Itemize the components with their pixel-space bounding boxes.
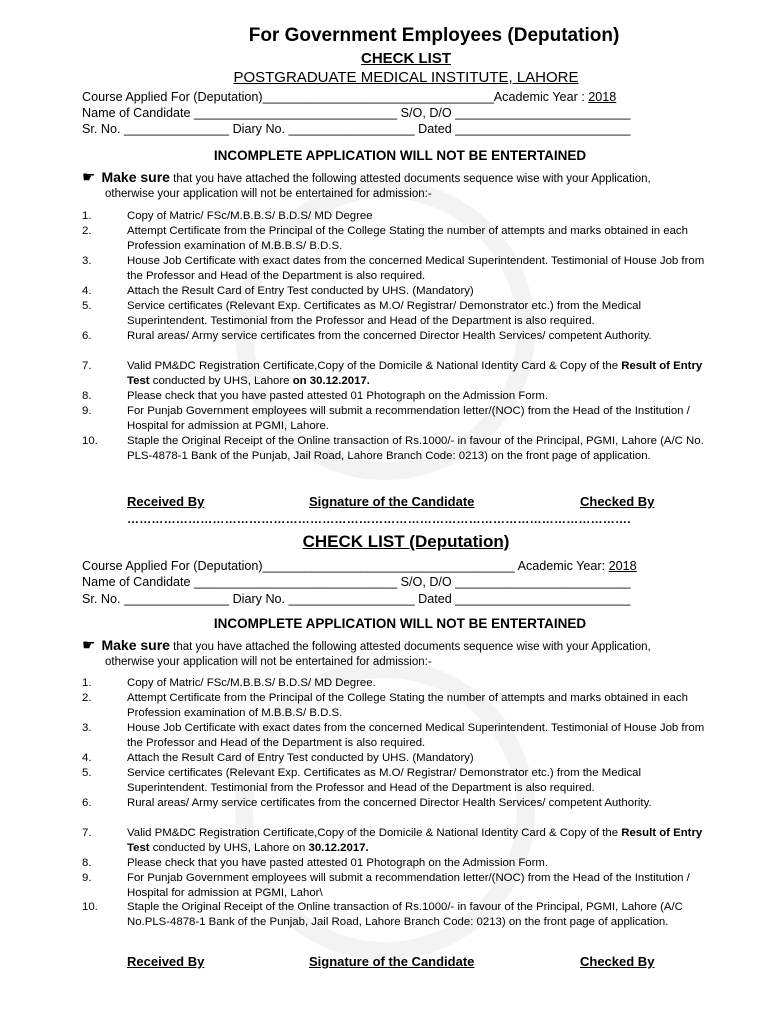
sr-no-blank[interactable]: _______________	[124, 122, 230, 136]
instruction-line-1: that you have attached the following attested documents sequence wise with your Application,	[173, 641, 651, 653]
instruction-paragraph	[82, 637, 722, 655]
received-by-label: Received By	[127, 954, 205, 969]
name-blank[interactable]: _____________________________	[194, 575, 398, 589]
incomplete-warning: INCOMPLETE APPLICATION WILL NOT BE ENTERTAINED	[213, 616, 587, 631]
signature-label: Signature of the Candidate	[309, 954, 475, 969]
received-by-label: Received By	[127, 494, 205, 509]
course-applied-line	[82, 89, 722, 105]
name-label: Name of Candidate	[82, 106, 191, 120]
sr-no-label: Sr. No.	[82, 122, 121, 136]
serial-diary-line	[82, 591, 722, 607]
make-sure-text: Make sure	[101, 169, 170, 185]
diary-no-blank[interactable]: __________________	[288, 592, 415, 606]
dated-blank[interactable]: _________________________	[455, 122, 631, 136]
academic-year-value: 2018	[608, 559, 637, 573]
checked-by-label: Checked By	[580, 954, 655, 969]
so-do-blank[interactable]: _________________________	[455, 575, 631, 589]
signature-label: Signature of the Candidate	[309, 494, 475, 509]
course-applied-line	[82, 558, 722, 574]
checked-by-label: Checked By	[580, 494, 655, 509]
pointing-hand-icon: ☛	[82, 637, 96, 654]
candidate-name-line	[82, 574, 722, 590]
dated-label: Dated	[418, 592, 452, 606]
academic-year-value: 2018	[588, 90, 617, 104]
so-do-label: S/O, D/O	[400, 106, 452, 120]
name-blank[interactable]: _____________________________	[194, 106, 398, 120]
cut-line: …………………………………………………………………………………………………………….	[127, 512, 631, 526]
institute-name: POSTGRADUATE MEDICAL INSTITUTE, LAHORE	[233, 69, 579, 86]
instruction-paragraph	[82, 169, 722, 187]
academic-year-label: Academic Year :	[493, 90, 589, 104]
course-label: Course Applied For (Deputation)	[82, 559, 263, 573]
instruction-line-2: otherwise your application will not be entertained for admission:-	[105, 188, 432, 200]
name-label: Name of Candidate	[82, 575, 191, 589]
course-blank[interactable]: _________________________________	[262, 90, 494, 104]
candidate-name-line	[82, 105, 722, 121]
page-title: For Government Employees (Deputation)	[248, 25, 620, 46]
course-blank[interactable]: ____________________________________	[262, 559, 515, 573]
instruction-line-1: that you have attached the following attested documents sequence wise with your Application,	[173, 173, 651, 185]
diary-no-label: Diary No.	[232, 592, 286, 606]
serial-diary-line	[82, 121, 722, 137]
diary-no-blank[interactable]: __________________	[288, 122, 415, 136]
check-list-heading: CHECK LIST	[361, 50, 451, 67]
incomplete-warning: INCOMPLETE APPLICATION WILL NOT BE ENTERTAINED	[213, 148, 587, 163]
make-sure-text: Make sure	[101, 637, 170, 653]
dated-blank[interactable]: _________________________	[455, 592, 631, 606]
dated-label: Dated	[418, 122, 452, 136]
sr-no-blank[interactable]: _______________	[124, 592, 230, 606]
pointing-hand-icon: ☛	[82, 169, 96, 186]
check-list-deputation-heading: CHECK LIST (Deputation)	[302, 532, 510, 551]
instruction-line-2: otherwise your application will not be entertained for admission:-	[105, 656, 432, 668]
course-label: Course Applied For (Deputation)	[82, 90, 263, 104]
so-do-label: S/O, D/O	[400, 575, 452, 589]
so-do-blank[interactable]: _________________________	[455, 106, 631, 120]
diary-no-label: Diary No.	[232, 122, 286, 136]
academic-year-label: Academic Year:	[514, 559, 609, 573]
sr-no-label: Sr. No.	[82, 592, 121, 606]
